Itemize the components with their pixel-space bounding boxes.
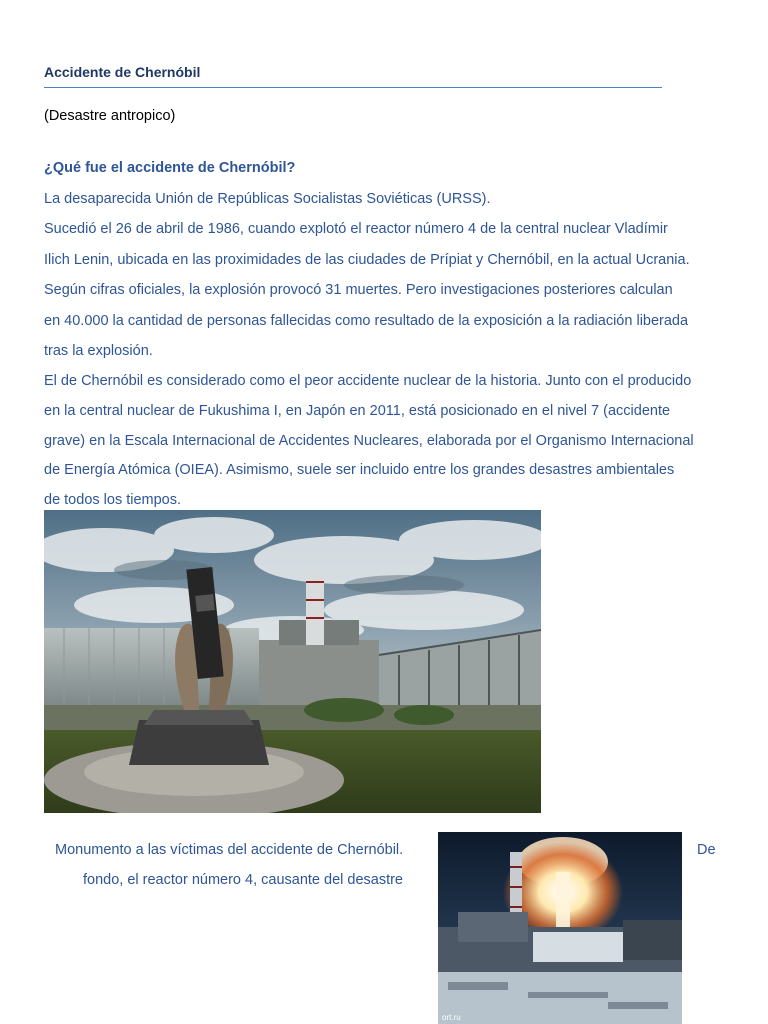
watermark-text: ort.ru [442,1013,461,1022]
body-line: Según cifras oficiales, la explosión provocó 31 muertes. Pero investigaciones posteriores calculan [44,282,673,298]
body-line: El de Chernóbil es considerado como el peor accidente nuclear de la historia. Junto con el producido [44,373,692,389]
document-subtitle: (Desastre antropico) [44,108,176,124]
document-title: Accidente de Chernóbil [44,64,201,80]
body-line: de Energía Atómica (OIEA). Asimismo, suele ser incluido entre los grandes desastres ambientales [44,462,675,478]
monument-photo [44,510,541,813]
section-heading: ¿Qué fue el accidente de Chernóbil? [44,160,296,176]
body-line: Sucedió el 26 de abril de 1986, cuando explotó el reactor número 4 de la central nuclear Vladímir [44,221,668,237]
title-underline [44,87,662,88]
photo-caption: fondo, el reactor número 4, causante del desastre [83,872,403,888]
body-line: de todos los tiempos. [44,492,182,508]
body-line: grave) en la Escala Internacional de Accidentes Nucleares, elaborada por el Organismo Internacional [44,433,694,449]
body-line: tras la explosión. [44,343,153,359]
photo-caption-end: De [697,842,716,858]
body-line: en la central nuclear de Fukushima I, en Japón en 2011, está posicionado en el nivel 7 (accidente [44,403,671,419]
reactor-explosion-photo [438,832,682,1024]
photo-caption: Monumento a las víctimas del accidente de Chernóbil. [55,842,404,858]
body-line: La desaparecida Unión de Repúblicas Socialistas Soviéticas (URSS). [44,191,491,207]
body-line: Ilich Lenin, ubicada en las proximidades de las ciudades de Prípiat y Chernóbil, en la actual Ucrania. [44,252,690,268]
body-line: en 40.000 la cantidad de personas fallecidas como resultado de la exposición a la radiación liberada [44,313,689,329]
